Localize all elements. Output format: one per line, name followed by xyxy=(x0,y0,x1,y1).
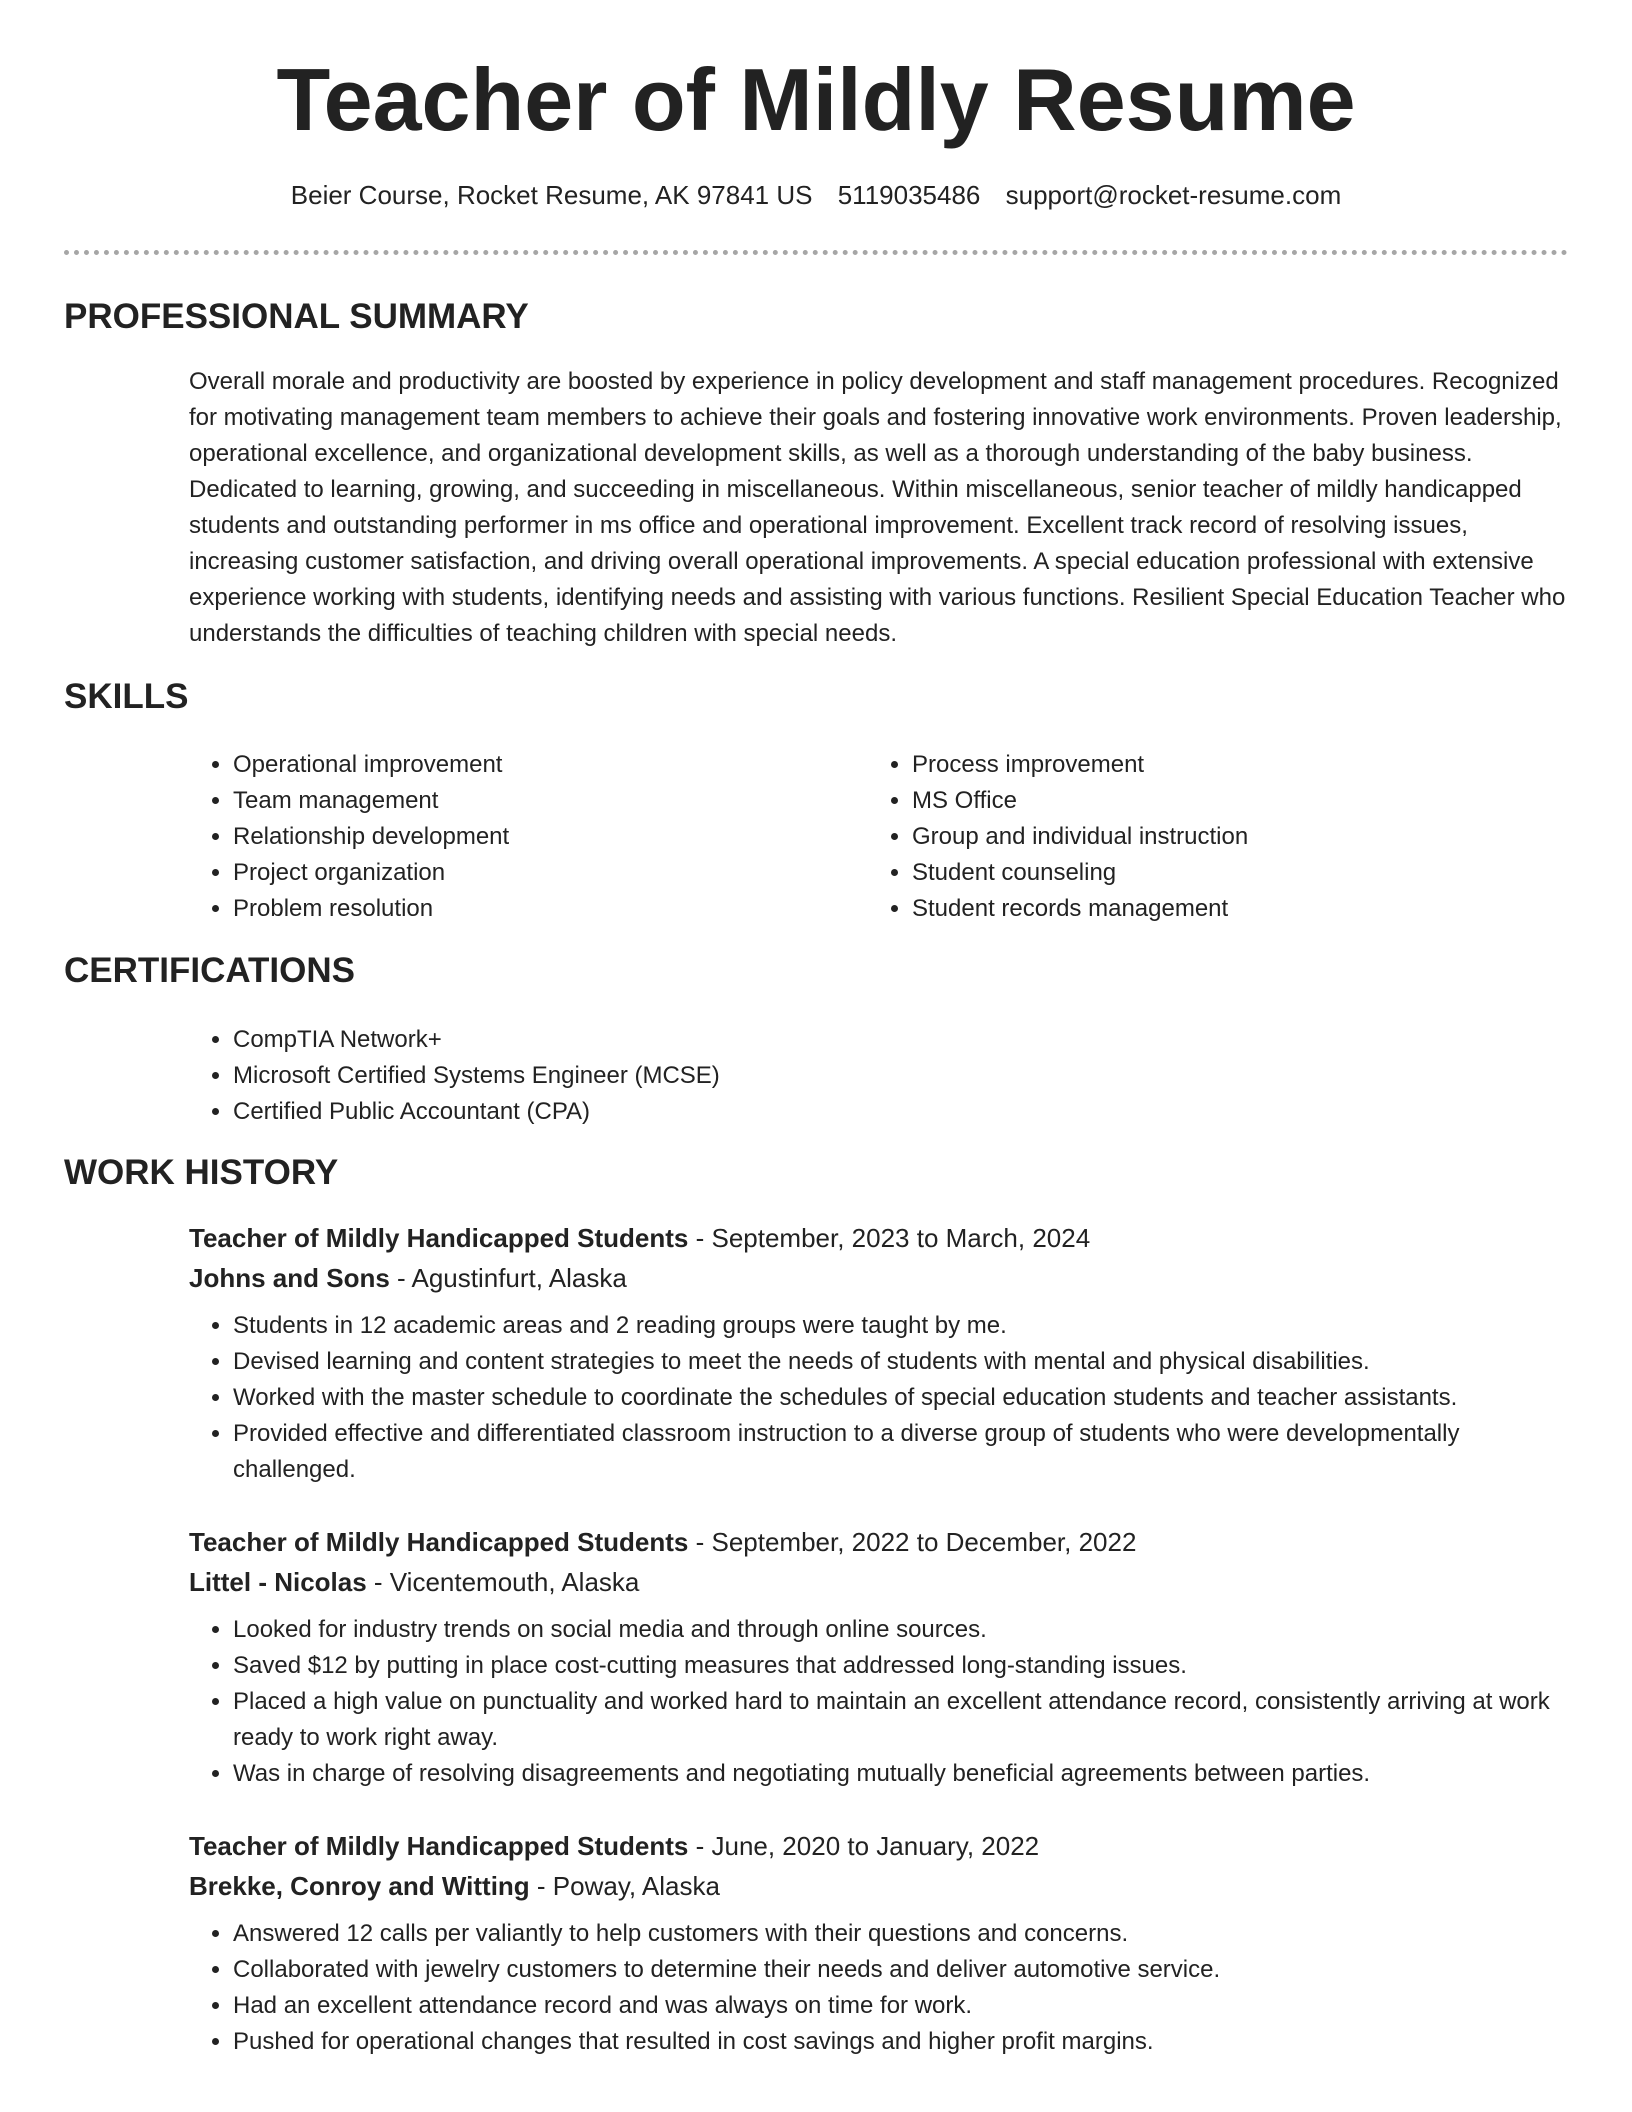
certification-item: • Certified Public Accountant (CPA) xyxy=(233,1094,1569,1130)
certifications-heading: CERTIFICATIONS xyxy=(64,951,356,990)
job-title-line xyxy=(189,1218,1569,1258)
skill-item: • Relationship development xyxy=(233,819,829,855)
skill-item: • MS Office xyxy=(912,783,1508,819)
job-bullet: • Students in 12 academic areas and 2 reading groups were taught by me. xyxy=(233,1308,1569,1344)
job-bullets xyxy=(189,1612,1569,1792)
certifications-section xyxy=(189,1022,1569,1130)
job-location: - Vicentemouth, Alaska xyxy=(366,1567,640,1597)
job-bullet: • Had an excellent attendance record and was always on time for work. xyxy=(233,1988,1569,2024)
job-bullet: • Worked with the master schedule to coordinate the schedules of special education students and teacher assistants. xyxy=(233,1380,1569,1416)
job-company: Brekke, Conroy and Witting xyxy=(189,1871,530,1901)
job-bullet: • Was in charge of resolving disagreements and negotiating mutually beneficial agreements between parties. xyxy=(233,1756,1569,1792)
job-entry xyxy=(189,1522,1569,1792)
job-bullet: • Pushed for operational changes that resulted in cost savings and higher profit margins. xyxy=(233,2024,1569,2060)
contact-email: support@rocket-resume.com xyxy=(1005,180,1342,210)
resume-title: Teacher of Mildly Resume xyxy=(276,50,1356,149)
job-bullet: • Provided effective and differentiated classroom instruction to a diverse group of students who were developmentally challenged. xyxy=(233,1416,1569,1488)
skill-item: • Group and individual instruction xyxy=(912,819,1508,855)
skill-item: • Problem resolution xyxy=(233,891,829,927)
certification-item: • Microsoft Certified Systems Engineer (MCSE) xyxy=(233,1058,1569,1094)
job-bullet: • Placed a high value on punctuality and worked hard to maintain an excellent attendance record, consistently arriving at work ready to work right away. xyxy=(233,1684,1569,1756)
skill-item: • Project organization xyxy=(233,855,829,891)
job-title-line xyxy=(189,1522,1569,1562)
job-dates: - September, 2023 to March, 2024 xyxy=(688,1223,1091,1253)
certification-item: • CompTIA Network+ xyxy=(233,1022,1569,1058)
skills-right-list xyxy=(868,747,1508,927)
job-title: Teacher of Mildly Handicapped Students xyxy=(189,1223,689,1253)
skills-left-column xyxy=(189,747,829,927)
job-bullet: • Answered 12 calls per valiantly to help customers with their questions and concerns. xyxy=(233,1916,1569,1952)
job-company-line xyxy=(189,1258,1569,1298)
job-entry xyxy=(189,1826,1569,2060)
skill-item: • Operational improvement xyxy=(233,747,829,783)
work-history-heading: WORK HISTORY xyxy=(64,1153,339,1192)
job-bullet: • Looked for industry trends on social media and through online sources. xyxy=(233,1612,1569,1648)
skill-item: • Student counseling xyxy=(912,855,1508,891)
skill-item: • Student records management xyxy=(912,891,1508,927)
skills-right-column xyxy=(868,747,1508,927)
skill-item: • Team management xyxy=(233,783,829,819)
skills-heading: SKILLS xyxy=(64,677,189,716)
job-title: Teacher of Mildly Handicapped Students xyxy=(189,1527,689,1557)
certifications-list xyxy=(189,1022,1569,1130)
job-location: - Agustinfurt, Alaska xyxy=(389,1263,627,1293)
summary-text: Overall morale and productivity are boosted by experience in policy development and staff management procedures. Recognized for motivating management team members to achieve their goals and fostering innovative work environments. Proven leadership, operational excellence, and organizational development skills, as well as a thorough understanding of the baby business. Dedicated to learning, growing, and succeeding in miscellaneous. Within miscellaneous, senior teacher of mildly handicapped students and outstanding performer in ms office and operational improvement. Excellent track record of resolving issues, increasing customer satisfaction, and driving overall operational improvements. A special education professional with extensive experience working with students, identifying needs and assisting with various functions. Resilient Special Education Teacher who understands the difficulties of teaching children with special needs. xyxy=(189,368,1566,647)
job-dates: - June, 2020 to January, 2022 xyxy=(688,1831,1040,1861)
job-title: Teacher of Mildly Handicapped Students xyxy=(189,1831,689,1861)
job-company: Littel - Nicolas xyxy=(189,1567,367,1597)
header-divider xyxy=(64,250,1568,255)
summary-heading: PROFESSIONAL SUMMARY xyxy=(64,297,529,336)
job-title-line xyxy=(189,1826,1569,1866)
contact-address: Beier Course, Rocket Resume, AK 97841 US xyxy=(290,180,813,210)
job-bullet: • Saved $12 by putting in place cost-cutting measures that addressed long-standing issues. xyxy=(233,1648,1569,1684)
job-entry xyxy=(189,1218,1569,1488)
job-bullet: • Collaborated with jewelry customers to determine their needs and deliver automotive service. xyxy=(233,1952,1569,1988)
job-company-line xyxy=(189,1866,1569,1906)
job-company-line xyxy=(189,1562,1569,1602)
job-bullets xyxy=(189,1308,1569,1488)
job-location: - Poway, Alaska xyxy=(529,1871,720,1901)
contact-line xyxy=(0,180,1632,211)
skills-left-list xyxy=(189,747,829,927)
job-dates: - September, 2022 to December, 2022 xyxy=(688,1527,1137,1557)
job-bullet: • Devised learning and content strategies to meet the needs of students with mental and physical disabilities. xyxy=(233,1344,1569,1380)
skill-item: • Process improvement xyxy=(912,747,1508,783)
contact-phone: 5119035486 xyxy=(837,180,981,210)
job-company: Johns and Sons xyxy=(189,1263,390,1293)
job-bullets xyxy=(189,1916,1569,2060)
